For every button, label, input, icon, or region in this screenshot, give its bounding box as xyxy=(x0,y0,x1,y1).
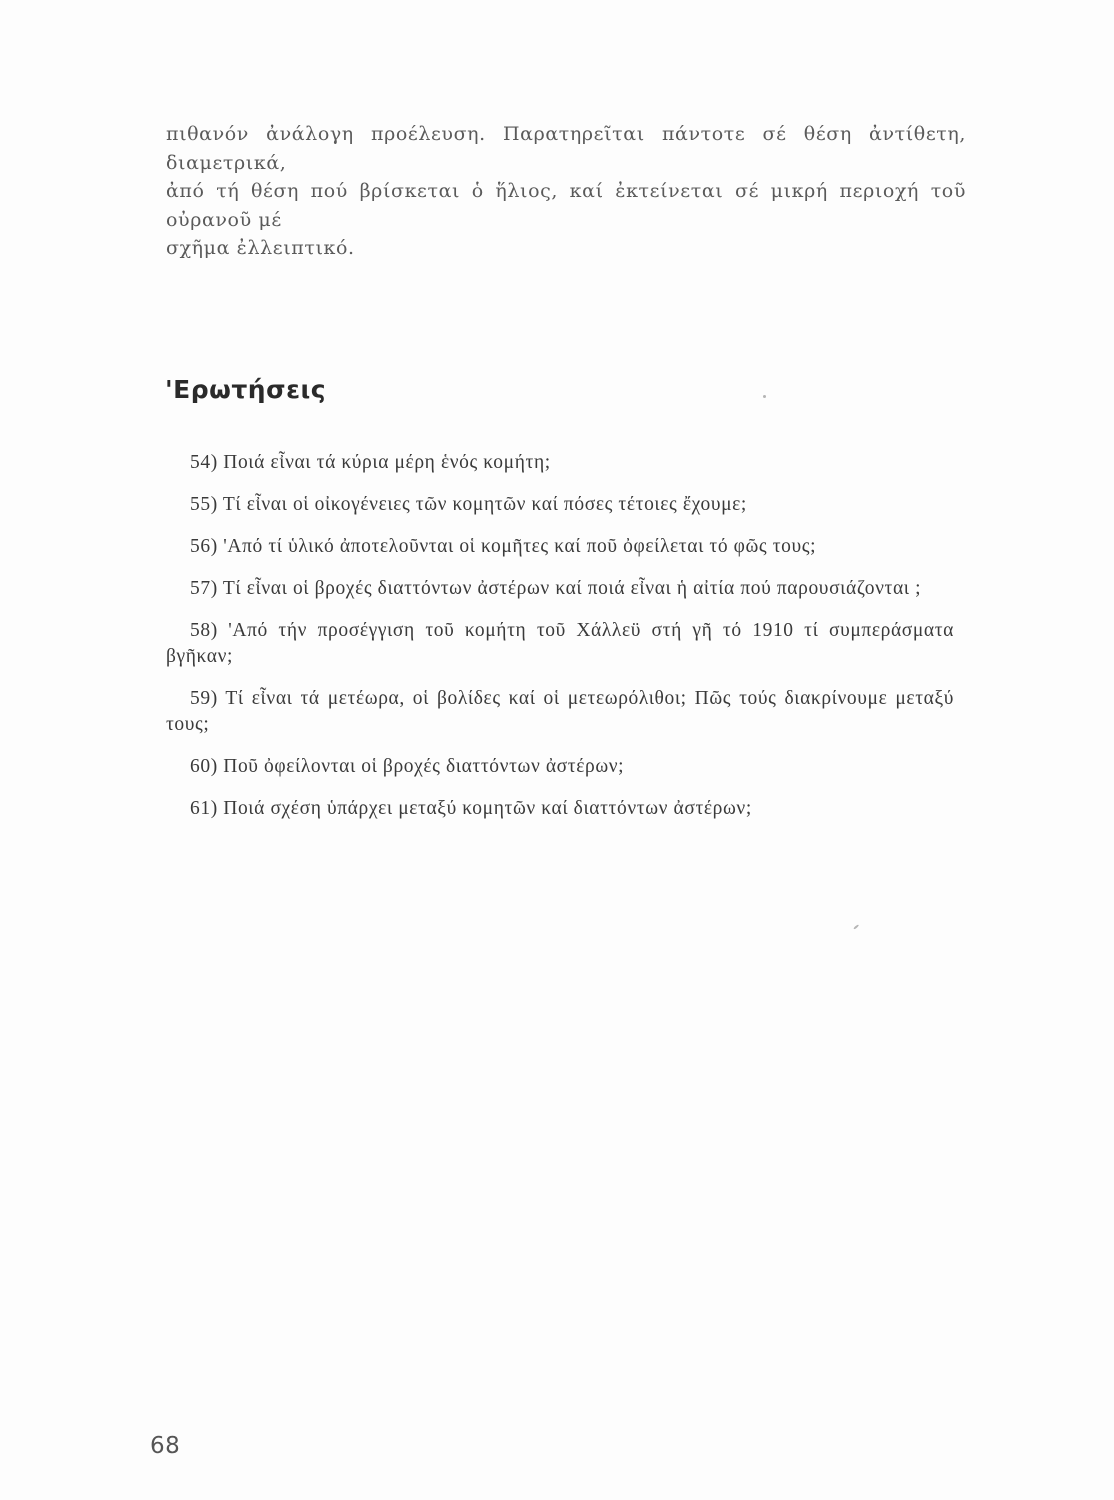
intro-line: σχῆμα ἐλλειπτικό. xyxy=(166,237,355,259)
intro-paragraph xyxy=(166,120,966,263)
question-item: 54) Ποιά εἶναι τά κύρια μέρη ἑνός κομήτη; xyxy=(190,452,551,473)
page-number: 68 xyxy=(150,1433,181,1459)
intro-line: πιθανόν ἀνάλογη προέλευση. Παρατηρεῖται πάντοτε σέ θέση ἀντίθετη, διαμετρικά, xyxy=(166,123,966,174)
question-item: 61) Ποιά σχέση ὑπάρχει μεταξύ κομητῶν καί διαττόντων ἀστέρων; xyxy=(190,798,752,819)
question-item: 58) 'Από τήν προσέγγιση τοῦ κομήτη τοῦ Χάλλεϋ στή γῆ τό 1910 τί συμπεράσματα βγῆκαν; xyxy=(166,620,954,667)
section-heading: 'Ερωτήσεις xyxy=(165,375,327,404)
question-item: 59) Τί εἶναι τά μετέωρα, οἱ βολίδες καί οἱ μετεωρόλιθοι; Πῶς τούς διακρίνουμε μεταξύ τους; xyxy=(166,688,954,735)
question-item: 57) Τί εἶναι οἱ βροχές διαττόντων ἀστέρων καί ποιά εἶναι ἡ αἰτία πού παρουσιάζονται ; xyxy=(190,578,922,599)
intro-line: ἀπό τή θέση πού βρίσκεται ὁ ἥλιος, καί ἐκτείνεται σέ μικρή περιοχή τοῦ οὐρανοῦ μέ xyxy=(166,180,966,231)
scan-speck xyxy=(853,924,859,929)
question-item: 56) 'Από τί ὑλικό ἀποτελοῦνται οἱ κομῆτες καί ποῦ ὀφείλεται τό φῶς τους; xyxy=(190,536,817,557)
question-item: 60) Ποῦ ὀφείλονται οἱ βρoχές διαττόντων ἀστέρων; xyxy=(190,756,625,777)
question-item: 55) Τί εἶναι οἱ οἰκογένειες τῶν κομητῶν καί πόσες τέτοιες ἔχουμε; xyxy=(190,494,747,515)
questions-list xyxy=(166,450,954,838)
scan-speck xyxy=(763,395,766,398)
